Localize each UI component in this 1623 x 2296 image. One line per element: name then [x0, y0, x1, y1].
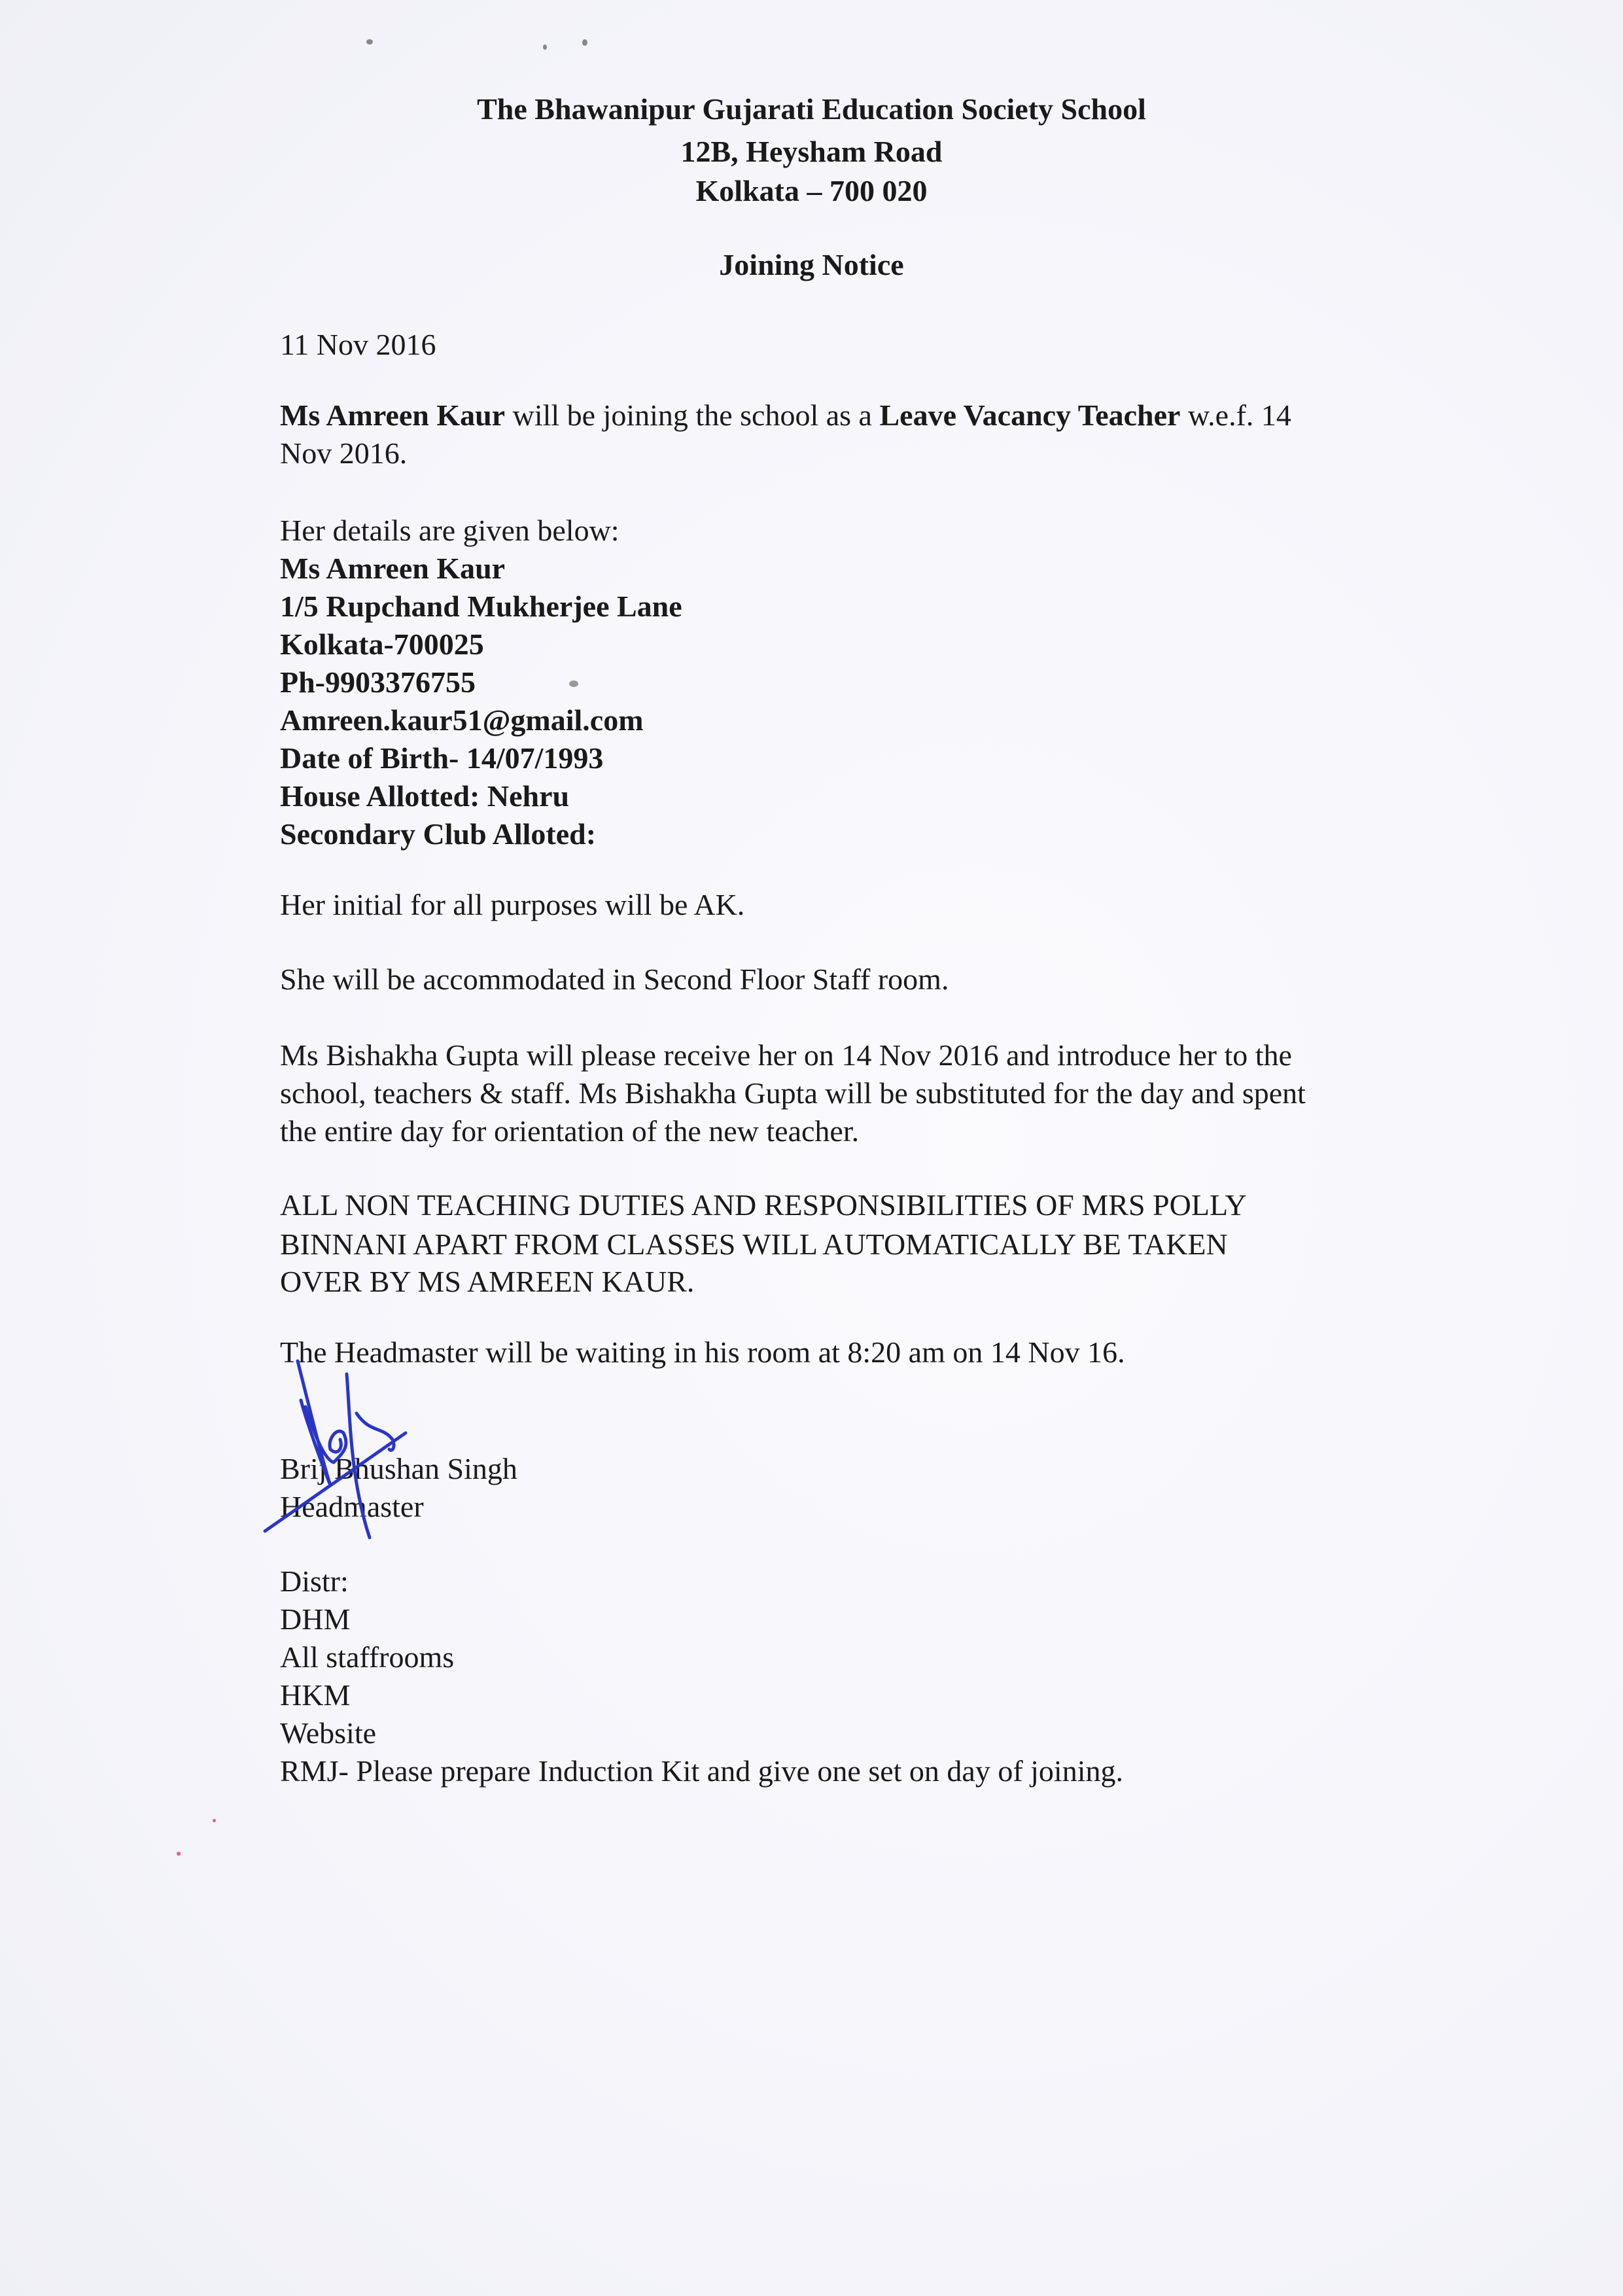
distribution-item: RMJ- Please prepare Induction Kit and give one set on day of joining.: [280, 1754, 1123, 1788]
scan-speck: [177, 1852, 181, 1856]
document-title: Joining Notice: [719, 248, 904, 281]
scan-speck: [543, 44, 547, 50]
scan-speck: [569, 680, 578, 687]
distribution-item: All staffrooms: [280, 1640, 455, 1674]
signature-icon: [252, 1335, 514, 1544]
initial-text: Her initial for all purposes will be AK.: [280, 888, 745, 921]
details-dob: Date of Birth- 14/07/1993: [280, 741, 604, 775]
school-name: The Bhawanipur Gujarati Education Society School: [477, 92, 1146, 126]
duties-line: OVER BY MS AMREEN KAUR.: [280, 1265, 695, 1298]
orientation-line: the entire day for orientation of the new teacher.: [280, 1114, 860, 1148]
intro-text-2: w.e.f. 14: [1180, 398, 1291, 432]
distribution-item: DHM: [280, 1602, 351, 1636]
position-title: Leave Vacancy Teacher: [879, 398, 1181, 432]
duties-line: ALL NON TEACHING DUTIES AND RESPONSIBILITIES OF MRS POLLY: [280, 1188, 1247, 1222]
accommodation-text: She will be accommodated in Second Floor Staff room.: [280, 963, 949, 996]
details-name: Ms Amreen Kaur: [280, 552, 506, 585]
details-city: Kolkata-700025: [280, 627, 484, 661]
scan-speck: [366, 39, 373, 44]
orientation-line: school, teachers & staff. Ms Bishakha Gupta will be substituted for the day and spent: [280, 1076, 1306, 1110]
school-city: Kolkata – 700 020: [695, 174, 928, 207]
scan-speck: [582, 39, 587, 46]
details-email: Amreen.kaur51@gmail.com: [280, 703, 644, 737]
notice-date: 11 Nov 2016: [280, 328, 436, 361]
details-heading: Her details are given below:: [280, 514, 620, 547]
intro-text: will be joining the school as a: [505, 398, 880, 432]
teacher-name: Ms Amreen Kaur: [280, 398, 506, 432]
headmaster-note: The Headmaster will be waiting in his room at 8:20 am on 14 Nov 16.: [280, 1335, 1125, 1369]
details-club: Secondary Club Alloted:: [280, 817, 597, 851]
distribution-item: Website: [280, 1716, 377, 1750]
signatory-name: Brij Bhushan Singh: [280, 1452, 517, 1485]
intro-paragraph: [280, 398, 1291, 433]
details-phone: Ph-9903376755: [280, 665, 476, 699]
details-address: 1/5 Rupchand Mukherjee Lane: [280, 590, 682, 623]
orientation-line: Ms Bishakha Gupta will please receive her on 14 Nov 2016 and introduce her to the: [280, 1038, 1292, 1072]
distribution-item: HKM: [280, 1678, 351, 1712]
intro-line-2: Nov 2016.: [280, 436, 408, 470]
scan-speck: [213, 1819, 216, 1822]
school-address: 12B, Heysham Road: [680, 135, 943, 168]
details-house: House Allotted: Nehru: [280, 779, 570, 813]
duties-line: BINNANI APART FROM CLASSES WILL AUTOMATICALLY BE TAKEN: [280, 1227, 1228, 1261]
distribution-label: Distr:: [280, 1564, 349, 1598]
signatory-title: Headmaster: [280, 1490, 424, 1523]
